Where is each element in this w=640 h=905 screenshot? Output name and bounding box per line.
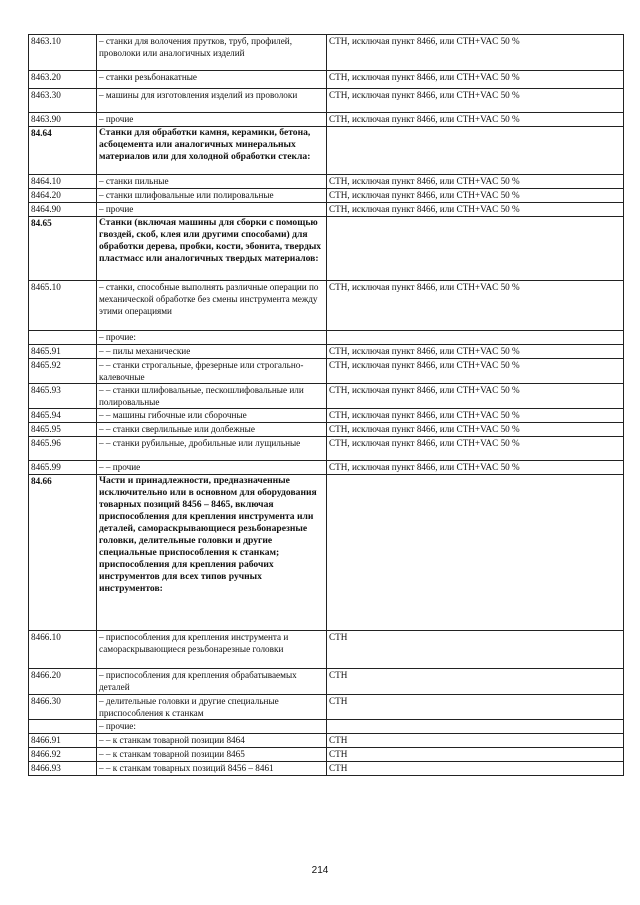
tariff-code-cell (29, 720, 97, 734)
description-cell: – станки для волочения прутков, труб, профилей, проволоки или аналогичных изделий (97, 35, 327, 71)
page-number: 214 (311, 865, 329, 876)
description-cell: – прочие: (97, 331, 327, 345)
tariff-code-cell: 84.66 (29, 475, 97, 631)
tariff-code-cell: 8465.94 (29, 409, 97, 423)
origin-rule-cell: СТН (327, 695, 624, 720)
table-row (29, 720, 624, 734)
description-cell: – станки шлифовальные или полировальные (97, 189, 327, 203)
tariff-code-cell: 8466.92 (29, 748, 97, 762)
description-cell: Станки для обработки камня, керамики, бетона, асбоцемента или аналогичных минеральных материалов или для холодной обработки стекла: (97, 127, 327, 175)
description-cell: – – станки шлифовальные, пескошлифовальные или полировальные (97, 384, 327, 409)
description-cell: – станки резьбонакатные (97, 71, 327, 89)
tariff-code-cell: 8466.20 (29, 669, 97, 695)
table-row (29, 669, 624, 695)
description-cell: Части и принадлежности, предназначенные исключительно или в основном для оборудования товарных позиций 8456 – 8465, включая приспособления для крепления инструмента или деталей, самораскрывающиеся резьбонарезные головки, делительные головки и другие специальные приспособления к станкам; приспособления для крепления рабочих инструментов для всех типов ручных инструментов: (97, 475, 327, 631)
tariff-code-cell: 84.65 (29, 217, 97, 281)
origin-rule-cell: СТН (327, 748, 624, 762)
origin-rule-cell (327, 475, 624, 631)
tariff-code-cell: 8463.10 (29, 35, 97, 71)
origin-rule-cell: СТН, исключая пункт 8466, или СТН+VAC 50 % (327, 175, 624, 189)
description-cell: – прочие: (97, 720, 327, 734)
origin-rule-cell (327, 217, 624, 281)
tariff-code-cell: 8465.93 (29, 384, 97, 409)
description-cell: – – станки строгальные, фрезерные или строгально-калевочные (97, 359, 327, 384)
description-cell: – – прочие (97, 461, 327, 475)
origin-rule-cell: СТН, исключая пункт 8466, или СТН+VAC 50 % (327, 409, 624, 423)
description-cell: – прочие (97, 203, 327, 217)
origin-rule-cell: СТН, исключая пункт 8466, или СТН+VAC 50 % (327, 359, 624, 384)
origin-rule-cell: СТН, исключая пункт 8466, или СТН+VAC 50 % (327, 89, 624, 113)
origin-rule-cell: СТН, исключая пункт 8466, или СТН+VAC 50 % (327, 423, 624, 437)
table-row (29, 734, 624, 748)
description-cell: – станки, способные выполнять различные операции по механической обработке без смены инструмента между этими операциями (97, 281, 327, 331)
tariff-code-cell: 8463.30 (29, 89, 97, 113)
description-cell: – приспособления для крепления инструмента и самораскрывающиеся резьбонарезные головки (97, 631, 327, 669)
tariff-code-cell: 8463.20 (29, 71, 97, 89)
origin-rule-cell: СТН, исключая пункт 8466, или СТН+VAC 50 % (327, 345, 624, 359)
tariff-code-cell: 8466.10 (29, 631, 97, 669)
origin-rule-cell: СТН (327, 762, 624, 776)
table-row (29, 437, 624, 461)
description-cell: Станки (включая машины для сборки с помощью гвоздей, скоб, клея или другими способами) для обработки дерева, пробки, кости, эбонита, твердых пластмасс или аналогичных твердых материалов: (97, 217, 327, 281)
table-row (29, 189, 624, 203)
origin-rule-cell: СТН, исключая пункт 8466, или СТН+VAC 50 % (327, 35, 624, 71)
description-cell: – приспособления для крепления обрабатываемых деталей (97, 669, 327, 695)
origin-rule-cell: СТН, исключая пункт 8466, или СТН+VAC 50 % (327, 189, 624, 203)
table-row (29, 359, 624, 384)
origin-rule-cell: СТН, исключая пункт 8466, или СТН+VAC 50 % (327, 203, 624, 217)
tariff-code-cell: 8465.91 (29, 345, 97, 359)
tariff-code-cell: 8465.92 (29, 359, 97, 384)
description-cell: – – станки рубильные, дробильные или лущильные (97, 437, 327, 461)
description-cell: – – станки сверлильные или долбежные (97, 423, 327, 437)
origin-rule-cell: СТН, исключая пункт 8466, или СТН+VAC 50 % (327, 437, 624, 461)
table-row (29, 345, 624, 359)
table-row (29, 409, 624, 423)
table-row (29, 461, 624, 475)
heading-row (29, 217, 624, 281)
origin-rule-cell (327, 127, 624, 175)
tariff-rules-table (28, 34, 624, 776)
table-row (29, 71, 624, 89)
description-cell: – – машины гибочные или сборочные (97, 409, 327, 423)
table-row (29, 423, 624, 437)
table-row (29, 35, 624, 71)
description-cell: – – пилы механические (97, 345, 327, 359)
tariff-code-cell: 8466.93 (29, 762, 97, 776)
tariff-code-cell: 8464.90 (29, 203, 97, 217)
tariff-code-cell: 8466.30 (29, 695, 97, 720)
heading-row (29, 127, 624, 175)
origin-rule-cell: СТН (327, 631, 624, 669)
description-cell: – – к станкам товарных позиций 8456 – 8461 (97, 762, 327, 776)
table-row (29, 384, 624, 409)
table-row (29, 203, 624, 217)
description-cell: – – к станкам товарной позиции 8464 (97, 734, 327, 748)
tariff-code-cell: 8465.10 (29, 281, 97, 331)
tariff-code-cell: 8465.95 (29, 423, 97, 437)
origin-rule-cell: СТН, исключая пункт 8466, или СТН+VAC 50 % (327, 384, 624, 409)
table-row (29, 331, 624, 345)
origin-rule-cell: СТН, исключая пункт 8466, или СТН+VAC 50 % (327, 71, 624, 89)
heading-row (29, 475, 624, 631)
table-row (29, 748, 624, 762)
description-cell: – – к станкам товарной позиции 8465 (97, 748, 327, 762)
origin-rule-cell (327, 331, 624, 345)
table-row (29, 175, 624, 189)
tariff-code-cell: 8465.99 (29, 461, 97, 475)
table-row (29, 695, 624, 720)
origin-rule-cell: СТН, исключая пункт 8466, или СТН+VAC 50 % (327, 461, 624, 475)
tariff-code-cell: 8464.20 (29, 189, 97, 203)
tariff-code-cell (29, 331, 97, 345)
origin-rule-cell: СТН, исключая пункт 8466, или СТН+VAC 50 % (327, 281, 624, 331)
tariff-code-cell: 84.64 (29, 127, 97, 175)
table-row (29, 89, 624, 113)
tariff-code-cell: 8463.90 (29, 113, 97, 127)
tariff-code-cell: 8466.91 (29, 734, 97, 748)
description-cell: – делительные головки и другие специальные приспособления к станкам (97, 695, 327, 720)
description-cell: – машины для изготовления изделий из проволоки (97, 89, 327, 113)
tariff-code-cell: 8465.96 (29, 437, 97, 461)
tariff-rules-body (29, 35, 624, 776)
table-row (29, 113, 624, 127)
description-cell: – прочие (97, 113, 327, 127)
origin-rule-cell: СТН (327, 669, 624, 695)
origin-rule-cell: СТН (327, 734, 624, 748)
origin-rule-cell (327, 720, 624, 734)
table-row (29, 281, 624, 331)
tariff-code-cell: 8464.10 (29, 175, 97, 189)
table-row (29, 762, 624, 776)
origin-rule-cell: СТН, исключая пункт 8466, или СТН+VAC 50 % (327, 113, 624, 127)
description-cell: – станки пильные (97, 175, 327, 189)
table-row (29, 631, 624, 669)
